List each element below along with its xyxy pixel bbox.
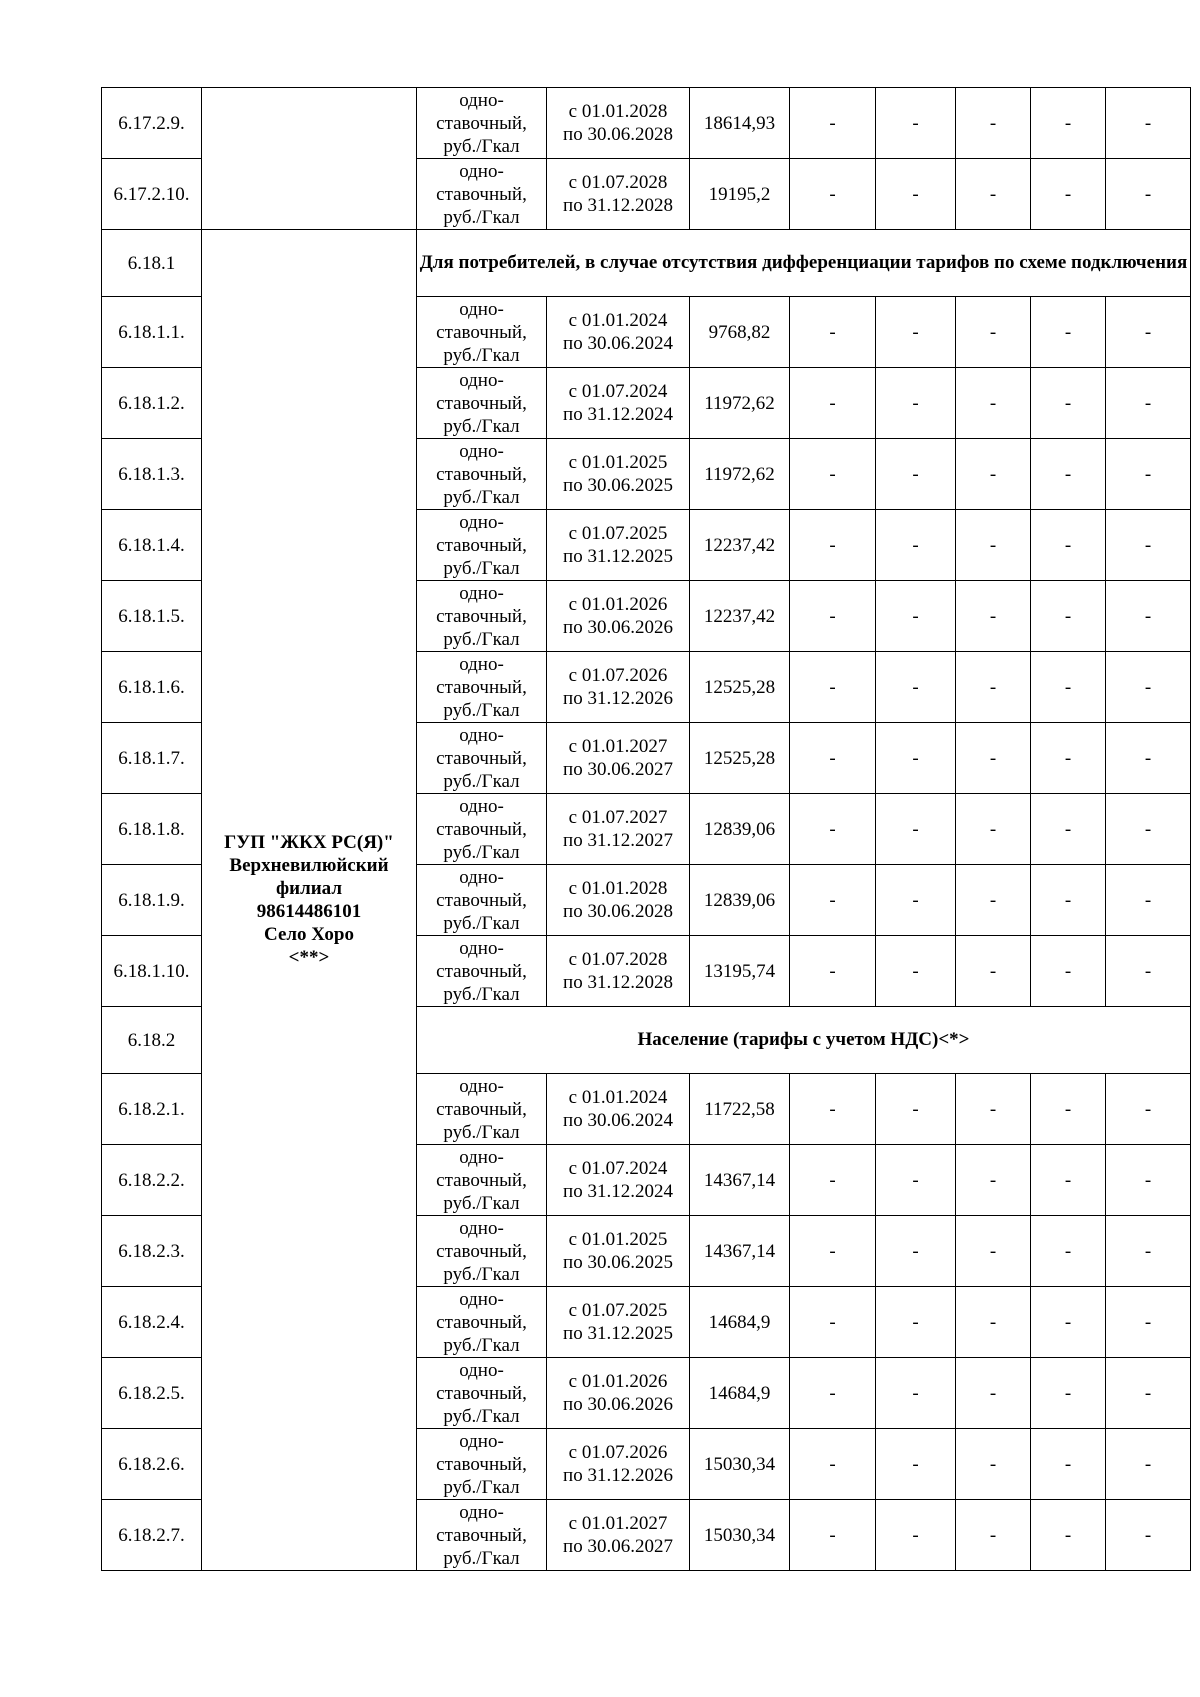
row-number: 6.18.2.7. xyxy=(102,1500,202,1571)
empty-value-dash: - xyxy=(956,794,1031,865)
empty-value-dash: - xyxy=(1031,88,1106,159)
period-line: с 01.07.2026 xyxy=(568,1442,668,1463)
tariff-type-line: руб./Гкал xyxy=(443,912,520,934)
period-cell xyxy=(547,297,690,368)
empty-value-dash: - xyxy=(956,1287,1031,1358)
empty-value-dash: - xyxy=(956,368,1031,439)
tariff-type-line: ставочный, xyxy=(436,960,527,982)
empty-value-dash: - xyxy=(1031,865,1106,936)
tariff-value: 18614,93 xyxy=(690,88,790,159)
tariff-type-cell xyxy=(417,439,547,510)
tariff-type-cell xyxy=(417,723,547,794)
empty-value-dash: - xyxy=(790,159,876,230)
empty-value-dash: - xyxy=(790,581,876,652)
tariff-type-line: одно- xyxy=(459,298,504,320)
empty-value-dash: - xyxy=(876,297,956,368)
tariff-type-cell xyxy=(417,581,547,652)
tariff-type-cell xyxy=(417,1358,547,1429)
empty-value-dash: - xyxy=(1106,1429,1191,1500)
period-line: с 01.01.2028 xyxy=(568,101,668,122)
empty-value-dash: - xyxy=(876,1145,956,1216)
row-number: 6.18.2.1. xyxy=(102,1074,202,1145)
empty-value-dash: - xyxy=(876,1216,956,1287)
tariff-type-line: ставочный, xyxy=(436,1311,527,1333)
tariff-type-line: ставочный, xyxy=(436,1524,527,1546)
empty-value-dash: - xyxy=(1106,865,1191,936)
period-cell xyxy=(547,88,690,159)
empty-value-dash: - xyxy=(1031,1145,1106,1216)
period-line: с 01.01.2028 xyxy=(568,878,668,899)
row-number: 6.18.1.8. xyxy=(102,794,202,865)
tariff-table xyxy=(101,87,1191,1571)
empty-value-dash: - xyxy=(876,865,956,936)
table-row xyxy=(102,88,1191,159)
empty-value-dash: - xyxy=(790,88,876,159)
period-cell xyxy=(547,159,690,230)
empty-value-dash: - xyxy=(956,723,1031,794)
tariff-type-line: одно- xyxy=(459,1146,504,1168)
empty-value-dash: - xyxy=(790,865,876,936)
period-cell xyxy=(547,1074,690,1145)
period-line: по 30.06.2027 xyxy=(563,1536,673,1557)
tariff-type-line: руб./Гкал xyxy=(443,770,520,792)
row-number: 6.18.2.5. xyxy=(102,1358,202,1429)
row-number: 6.18.1.7. xyxy=(102,723,202,794)
period-cell xyxy=(547,368,690,439)
tariff-type-line: руб./Гкал xyxy=(443,344,520,366)
empty-value-dash: - xyxy=(956,297,1031,368)
row-number: 6.18.1.10. xyxy=(102,936,202,1007)
tariff-type-line: руб./Гкал xyxy=(443,557,520,579)
row-number: 6.17.2.10. xyxy=(102,159,202,230)
period-line: с 01.07.2024 xyxy=(568,381,668,402)
empty-value-dash: - xyxy=(790,1287,876,1358)
empty-value-dash: - xyxy=(790,1216,876,1287)
empty-value-dash: - xyxy=(1106,723,1191,794)
period-line: по 31.12.2027 xyxy=(563,830,673,851)
organization-line: 98614486101 xyxy=(256,901,362,922)
empty-value-dash: - xyxy=(876,652,956,723)
empty-value-dash: - xyxy=(876,1074,956,1145)
period-line: с 01.01.2024 xyxy=(568,1087,668,1108)
tariff-type-line: руб./Гкал xyxy=(443,1263,520,1285)
tariff-type-line: ставочный, xyxy=(436,392,527,414)
empty-value-dash: - xyxy=(956,1358,1031,1429)
period-line: с 01.07.2026 xyxy=(568,665,668,686)
tariff-type-line: руб./Гкал xyxy=(443,983,520,1005)
tariff-type-line: одно- xyxy=(459,724,504,746)
period-line: по 30.06.2025 xyxy=(563,475,673,496)
period-line: с 01.01.2027 xyxy=(568,1513,668,1534)
tariff-value: 15030,34 xyxy=(690,1500,790,1571)
empty-value-dash: - xyxy=(1031,652,1106,723)
tariff-type-cell xyxy=(417,1216,547,1287)
empty-value-dash: - xyxy=(1031,368,1106,439)
tariff-type-line: руб./Гкал xyxy=(443,699,520,721)
tariff-value: 11972,62 xyxy=(690,368,790,439)
period-line: с 01.01.2025 xyxy=(568,1229,668,1250)
tariff-type-line: ставочный, xyxy=(436,1240,527,1262)
period-line: с 01.07.2025 xyxy=(568,1300,668,1321)
tariff-type-cell xyxy=(417,368,547,439)
empty-value-dash: - xyxy=(956,1429,1031,1500)
tariff-type-line: одно- xyxy=(459,1075,504,1097)
empty-value-dash: - xyxy=(1106,1216,1191,1287)
tariff-type-line: одно- xyxy=(459,582,504,604)
empty-value-dash: - xyxy=(876,723,956,794)
period-line: по 30.06.2028 xyxy=(563,901,673,922)
empty-value-dash: - xyxy=(790,439,876,510)
period-cell xyxy=(547,439,690,510)
period-line: по 31.12.2025 xyxy=(563,546,673,567)
organization-line: <**> xyxy=(288,947,330,968)
period-cell xyxy=(547,865,690,936)
empty-value-dash: - xyxy=(1031,1216,1106,1287)
tariff-type-cell xyxy=(417,297,547,368)
empty-value-dash: - xyxy=(1031,1429,1106,1500)
tariff-type-line: ставочный, xyxy=(436,1098,527,1120)
tariff-type-cell xyxy=(417,865,547,936)
period-cell xyxy=(547,1216,690,1287)
empty-value-dash: - xyxy=(876,794,956,865)
empty-value-dash: - xyxy=(790,368,876,439)
tariff-type-line: одно- xyxy=(459,1430,504,1452)
tariff-type-line: одно- xyxy=(459,937,504,959)
tariff-value: 12237,42 xyxy=(690,510,790,581)
organization-cell-empty xyxy=(202,88,417,230)
tariff-value: 12839,06 xyxy=(690,865,790,936)
tariff-value: 14684,9 xyxy=(690,1287,790,1358)
tariff-type-line: ставочный, xyxy=(436,747,527,769)
tariff-type-line: руб./Гкал xyxy=(443,1192,520,1214)
period-cell xyxy=(547,1429,690,1500)
tariff-type-line: одно- xyxy=(459,511,504,533)
empty-value-dash: - xyxy=(956,439,1031,510)
empty-value-dash: - xyxy=(1031,1074,1106,1145)
empty-value-dash: - xyxy=(790,794,876,865)
tariff-type-line: руб./Гкал xyxy=(443,628,520,650)
empty-value-dash: - xyxy=(1031,723,1106,794)
period-cell xyxy=(547,794,690,865)
empty-value-dash: - xyxy=(876,368,956,439)
row-number: 6.18.1.2. xyxy=(102,368,202,439)
empty-value-dash: - xyxy=(876,1358,956,1429)
period-line: по 30.06.2025 xyxy=(563,1252,673,1273)
section-title: Для потребителей, в случае отсутствия дифференциации тарифов по схеме подключения xyxy=(417,230,1191,297)
tariff-type-line: руб./Гкал xyxy=(443,1334,520,1356)
tariff-type-line: одно- xyxy=(459,160,504,182)
empty-value-dash: - xyxy=(876,1429,956,1500)
empty-value-dash: - xyxy=(1106,159,1191,230)
tariff-type-line: ставочный, xyxy=(436,1382,527,1404)
tariff-value: 12525,28 xyxy=(690,652,790,723)
row-number: 6.18.1.5. xyxy=(102,581,202,652)
period-line: с 01.01.2027 xyxy=(568,736,668,757)
empty-value-dash: - xyxy=(1031,581,1106,652)
tariff-type-line: ставочный, xyxy=(436,605,527,627)
row-number: 6.18.1.6. xyxy=(102,652,202,723)
tariff-value: 9768,82 xyxy=(690,297,790,368)
period-line: по 31.12.2026 xyxy=(563,688,673,709)
tariff-type-line: руб./Гкал xyxy=(443,841,520,863)
empty-value-dash: - xyxy=(790,1074,876,1145)
tariff-type-cell xyxy=(417,1074,547,1145)
period-line: с 01.07.2025 xyxy=(568,523,668,544)
empty-value-dash: - xyxy=(1031,1500,1106,1571)
tariff-type-line: одно- xyxy=(459,1288,504,1310)
tariff-type-cell xyxy=(417,1500,547,1571)
empty-value-dash: - xyxy=(876,1287,956,1358)
tariff-type-line: руб./Гкал xyxy=(443,1547,520,1569)
organization-line: Село Хоро xyxy=(264,924,354,945)
period-line: с 01.07.2024 xyxy=(568,1158,668,1179)
tariff-type-line: руб./Гкал xyxy=(443,206,520,228)
empty-value-dash: - xyxy=(790,510,876,581)
tariff-type-cell xyxy=(417,159,547,230)
period-line: по 30.06.2024 xyxy=(563,333,673,354)
empty-value-dash: - xyxy=(790,1145,876,1216)
period-line: с 01.01.2026 xyxy=(568,1371,668,1392)
period-cell xyxy=(547,510,690,581)
empty-value-dash: - xyxy=(790,297,876,368)
tariff-value: 14684,9 xyxy=(690,1358,790,1429)
empty-value-dash: - xyxy=(956,1500,1031,1571)
empty-value-dash: - xyxy=(1031,439,1106,510)
tariff-value: 14367,14 xyxy=(690,1216,790,1287)
empty-value-dash: - xyxy=(1106,652,1191,723)
tariff-type-line: руб./Гкал xyxy=(443,1121,520,1143)
tariff-type-line: одно- xyxy=(459,1501,504,1523)
tariff-value: 11972,62 xyxy=(690,439,790,510)
empty-value-dash: - xyxy=(1031,297,1106,368)
row-number: 6.17.2.9. xyxy=(102,88,202,159)
empty-value-dash: - xyxy=(1106,936,1191,1007)
row-number: 6.18.2.4. xyxy=(102,1287,202,1358)
row-number: 6.18.2.2. xyxy=(102,1145,202,1216)
tariff-value: 13195,74 xyxy=(690,936,790,1007)
period-cell xyxy=(547,581,690,652)
tariff-type-line: ставочный, xyxy=(436,1453,527,1475)
period-line: по 30.06.2024 xyxy=(563,1110,673,1131)
tariff-type-line: ставочный, xyxy=(436,321,527,343)
tariff-type-line: одно- xyxy=(459,440,504,462)
empty-value-dash: - xyxy=(956,936,1031,1007)
period-cell xyxy=(547,723,690,794)
period-cell xyxy=(547,1145,690,1216)
period-line: по 31.12.2028 xyxy=(563,195,673,216)
empty-value-dash: - xyxy=(1106,794,1191,865)
period-line: по 30.06.2026 xyxy=(563,617,673,638)
empty-value-dash: - xyxy=(1031,1287,1106,1358)
tariff-value: 19195,2 xyxy=(690,159,790,230)
empty-value-dash: - xyxy=(1031,1358,1106,1429)
period-cell xyxy=(547,1358,690,1429)
period-line: по 30.06.2028 xyxy=(563,124,673,145)
tariff-value: 12839,06 xyxy=(690,794,790,865)
tariff-type-line: ставочный, xyxy=(436,183,527,205)
period-line: с 01.01.2024 xyxy=(568,310,668,331)
empty-value-dash: - xyxy=(1031,936,1106,1007)
row-number: 6.18.2 xyxy=(102,1007,202,1074)
tariff-type-line: одно- xyxy=(459,795,504,817)
organization-line: ГУП "ЖКХ РС(Я)" xyxy=(224,832,394,853)
empty-value-dash: - xyxy=(956,88,1031,159)
tariff-type-line: одно- xyxy=(459,1359,504,1381)
tariff-type-line: одно- xyxy=(459,89,504,111)
empty-value-dash: - xyxy=(956,1145,1031,1216)
row-number: 6.18.1.3. xyxy=(102,439,202,510)
tariff-type-cell xyxy=(417,936,547,1007)
empty-value-dash: - xyxy=(1106,1145,1191,1216)
empty-value-dash: - xyxy=(1031,510,1106,581)
tariff-type-line: руб./Гкал xyxy=(443,486,520,508)
row-number: 6.18.2.6. xyxy=(102,1429,202,1500)
empty-value-dash: - xyxy=(876,1500,956,1571)
empty-value-dash: - xyxy=(790,652,876,723)
empty-value-dash: - xyxy=(956,510,1031,581)
period-line: с 01.01.2025 xyxy=(568,452,668,473)
empty-value-dash: - xyxy=(956,1216,1031,1287)
period-line: с 01.07.2028 xyxy=(568,949,668,970)
row-number: 6.18.1 xyxy=(102,230,202,297)
empty-value-dash: - xyxy=(956,1074,1031,1145)
empty-value-dash: - xyxy=(1106,368,1191,439)
empty-value-dash: - xyxy=(1106,1358,1191,1429)
organization-line: филиал xyxy=(275,878,343,899)
period-line: по 31.12.2024 xyxy=(563,1181,673,1202)
empty-value-dash: - xyxy=(790,1429,876,1500)
empty-value-dash: - xyxy=(956,652,1031,723)
organization-cell xyxy=(202,230,417,1571)
tariff-value: 15030,34 xyxy=(690,1429,790,1500)
tariff-type-cell xyxy=(417,1429,547,1500)
empty-value-dash: - xyxy=(790,1500,876,1571)
tariff-type-line: ставочный, xyxy=(436,112,527,134)
section-title: Население (тарифы с учетом НДС)<*> xyxy=(417,1007,1191,1074)
tariff-value: 14367,14 xyxy=(690,1145,790,1216)
empty-value-dash: - xyxy=(1106,1287,1191,1358)
organization-line: Верхневилюйский xyxy=(229,855,389,876)
tariff-type-line: одно- xyxy=(459,369,504,391)
row-number: 6.18.1.1. xyxy=(102,297,202,368)
tariff-type-line: ставочный, xyxy=(436,676,527,698)
table-body xyxy=(102,88,1191,1571)
empty-value-dash: - xyxy=(876,159,956,230)
tariff-type-line: руб./Гкал xyxy=(443,1476,520,1498)
empty-value-dash: - xyxy=(1106,88,1191,159)
tariff-type-line: ставочный, xyxy=(436,818,527,840)
empty-value-dash: - xyxy=(876,439,956,510)
tariff-value: 11722,58 xyxy=(690,1074,790,1145)
empty-value-dash: - xyxy=(876,581,956,652)
period-line: с 01.07.2027 xyxy=(568,807,668,828)
period-line: по 31.12.2025 xyxy=(563,1323,673,1344)
tariff-value: 12525,28 xyxy=(690,723,790,794)
period-cell xyxy=(547,936,690,1007)
empty-value-dash: - xyxy=(1106,1074,1191,1145)
tariff-type-line: ставочный, xyxy=(436,1169,527,1191)
tariff-type-cell xyxy=(417,652,547,723)
empty-value-dash: - xyxy=(956,865,1031,936)
tariff-type-cell xyxy=(417,794,547,865)
period-cell xyxy=(547,1500,690,1571)
tariff-type-line: одно- xyxy=(459,866,504,888)
empty-value-dash: - xyxy=(1031,159,1106,230)
empty-value-dash: - xyxy=(1106,297,1191,368)
period-line: по 31.12.2026 xyxy=(563,1465,673,1486)
empty-value-dash: - xyxy=(790,1358,876,1429)
empty-value-dash: - xyxy=(790,723,876,794)
period-cell xyxy=(547,1287,690,1358)
period-cell xyxy=(547,652,690,723)
tariff-type-line: одно- xyxy=(459,1217,504,1239)
empty-value-dash: - xyxy=(1031,794,1106,865)
period-line: по 30.06.2026 xyxy=(563,1394,673,1415)
empty-value-dash: - xyxy=(876,936,956,1007)
empty-value-dash: - xyxy=(876,510,956,581)
tariff-type-line: руб./Гкал xyxy=(443,135,520,157)
row-number: 6.18.2.3. xyxy=(102,1216,202,1287)
empty-value-dash: - xyxy=(1106,510,1191,581)
tariff-type-line: руб./Гкал xyxy=(443,415,520,437)
empty-value-dash: - xyxy=(1106,439,1191,510)
tariff-type-line: руб./Гкал xyxy=(443,1405,520,1427)
period-line: по 30.06.2027 xyxy=(563,759,673,780)
period-line: по 31.12.2028 xyxy=(563,972,673,993)
row-number: 6.18.1.9. xyxy=(102,865,202,936)
empty-value-dash: - xyxy=(956,159,1031,230)
tariff-type-cell xyxy=(417,1145,547,1216)
row-number: 6.18.1.4. xyxy=(102,510,202,581)
tariff-type-line: ставочный, xyxy=(436,889,527,911)
empty-value-dash: - xyxy=(956,581,1031,652)
tariff-type-line: ставочный, xyxy=(436,463,527,485)
tariff-type-line: одно- xyxy=(459,653,504,675)
tariff-type-cell xyxy=(417,88,547,159)
tariff-type-line: ставочный, xyxy=(436,534,527,556)
empty-value-dash: - xyxy=(1106,581,1191,652)
empty-value-dash: - xyxy=(790,936,876,1007)
tariff-type-cell xyxy=(417,510,547,581)
empty-value-dash: - xyxy=(876,88,956,159)
tariff-type-cell xyxy=(417,1287,547,1358)
empty-value-dash: - xyxy=(1106,1500,1191,1571)
section-row xyxy=(102,230,1191,297)
period-line: с 01.01.2026 xyxy=(568,594,668,615)
period-line: с 01.07.2028 xyxy=(568,172,668,193)
tariff-value: 12237,42 xyxy=(690,581,790,652)
period-line: по 31.12.2024 xyxy=(563,404,673,425)
